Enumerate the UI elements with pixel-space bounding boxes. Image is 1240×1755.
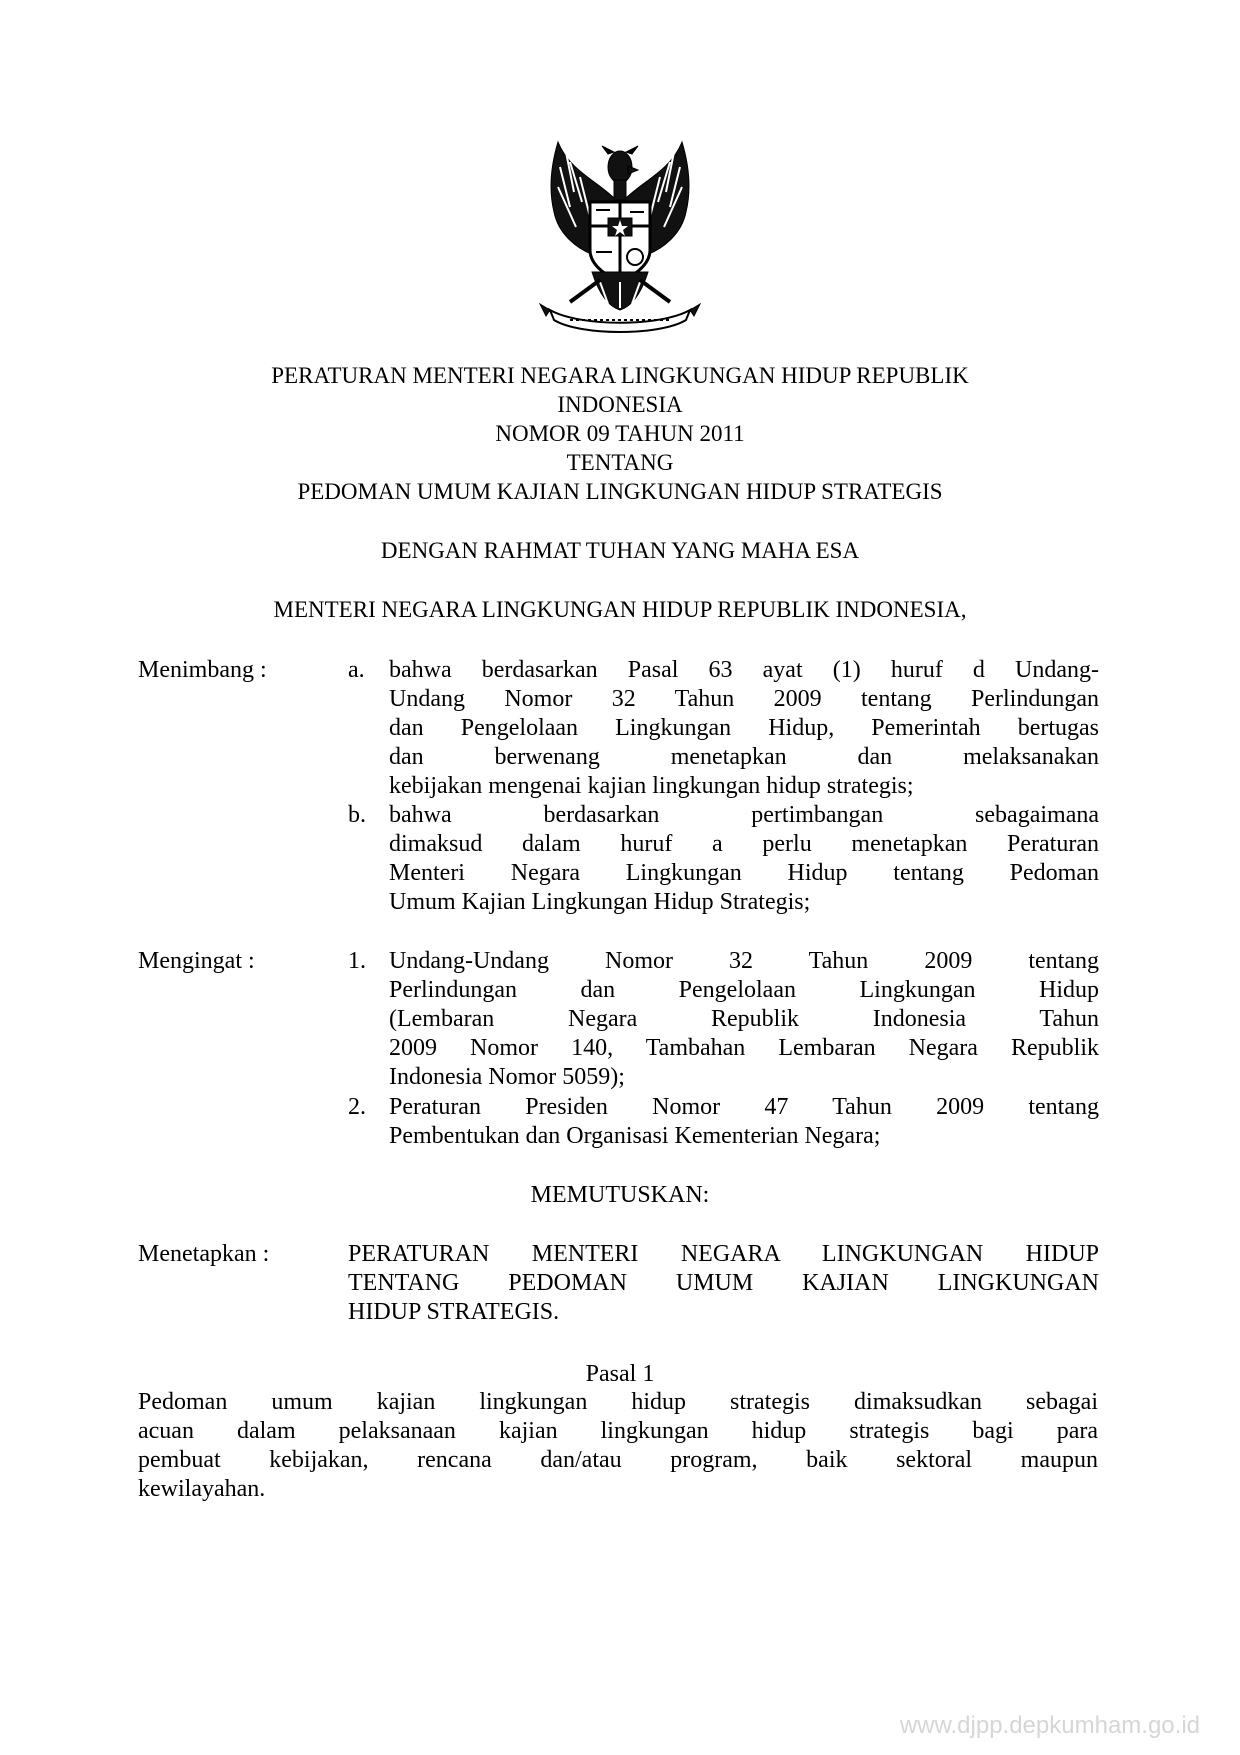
text-line: Pedoman umum kajian lingkungan hidup strategis dimaksudkan sebagai (138, 1389, 1098, 1415)
garuda-emblem (530, 132, 710, 342)
pasal-1-title: Pasal 1 (585, 1361, 655, 1387)
title-line-2: INDONESIA (557, 392, 683, 417)
text-line: TENTANG PEDOMAN UMUM KAJIAN LINGKUNGAN (348, 1270, 1099, 1296)
text-line: bahwa berdasarkan Pasal 63 ayat (1) huruf d Undang- (389, 657, 1099, 683)
text-line: kewilayahan. (138, 1476, 266, 1502)
text-line: Umum Kajian Lingkungan Hidup Strategis; (389, 889, 811, 915)
text-line: dimaksud dalam huruf a perlu menetapkan Peraturan (389, 831, 1099, 857)
text-line: pembuat kebijakan, rencana dan/atau program, baik sektoral maupun (138, 1447, 1098, 1473)
pasal-1-body (138, 1388, 1098, 1504)
text-line: HIDUP STRATEGIS. (348, 1299, 560, 1325)
text-line: Menteri Negara Lingkungan Hidup tentang Pedoman (389, 860, 1099, 886)
menimbang-label: Menimbang : (138, 657, 267, 683)
rahmat-line: DENGAN RAHMAT TUHAN YANG MAHA ESA (380, 538, 860, 563)
text-line: PERATURAN MENTERI NEGARA LINGKUNGAN HIDUP (348, 1241, 1099, 1267)
text-line: 2009 Nomor 140, Tambahan Lembaran Negara Republik (389, 1035, 1099, 1061)
mengingat-item-2 (389, 1093, 1099, 1151)
text-line: Undang-Undang Nomor 32 Tahun 2009 tentang (389, 948, 1099, 974)
text-line: Perlindungan dan Pengelolaan Lingkungan Hidup (389, 977, 1099, 1003)
watermark: www.djpp.depkumham.go.id (899, 1712, 1200, 1739)
menimbang-item-a (389, 656, 1099, 801)
text-line: Peraturan Presiden Nomor 47 Tahun 2009 tentang (389, 1094, 1099, 1120)
menteri-line: MENTERI NEGARA LINGKUNGAN HIDUP REPUBLIK INDONESIA, (273, 597, 967, 622)
text-line: dan Pengelolaan Lingkungan Hidup, Pemerintah bertugas (389, 715, 1099, 741)
memutuskan-heading: MEMUTUSKAN: (530, 1182, 710, 1208)
tentang-heading: TENTANG (566, 450, 674, 475)
menimbang-marker-b: b. (348, 802, 366, 828)
mengingat-marker-2: 2. (348, 1094, 366, 1120)
menimbang-marker-a: a. (348, 657, 365, 683)
text-line: bahwa berdasarkan pertimbangan sebagaimana (389, 802, 1099, 828)
menetapkan-label: Menetapkan : (138, 1241, 270, 1267)
regulation-subject: PEDOMAN UMUM KAJIAN LINGKUNGAN HIDUP STRATEGIS (297, 479, 943, 504)
menetapkan-text (348, 1240, 1099, 1327)
text-line: dan berwenang menetapkan dan melaksanakan (389, 744, 1099, 770)
text-line: acuan dalam pelaksanaan kajian lingkungan hidup strategis bagi para (138, 1418, 1098, 1444)
text-line: (Lembaran Negara Republik Indonesia Tahun (389, 1006, 1099, 1032)
menimbang-item-b (389, 801, 1099, 917)
text-line: Undang Nomor 32 Tahun 2009 tentang Perlindungan (389, 686, 1099, 712)
text-line: kebijakan mengenai kajian lingkungan hidup strategis; (389, 773, 914, 799)
mengingat-label: Mengingat : (138, 948, 255, 974)
text-line: Pembentukan dan Organisasi Kementerian Negara; (389, 1123, 881, 1149)
text-line: Indonesia Nomor 5059); (389, 1064, 625, 1090)
mengingat-item-1 (389, 947, 1099, 1092)
regulation-number: NOMOR 09 TAHUN 2011 (495, 421, 745, 446)
mengingat-marker-1: 1. (348, 948, 366, 974)
title-line-1: PERATURAN MENTERI NEGARA LINGKUNGAN HIDUP REPUBLIK (271, 363, 969, 388)
